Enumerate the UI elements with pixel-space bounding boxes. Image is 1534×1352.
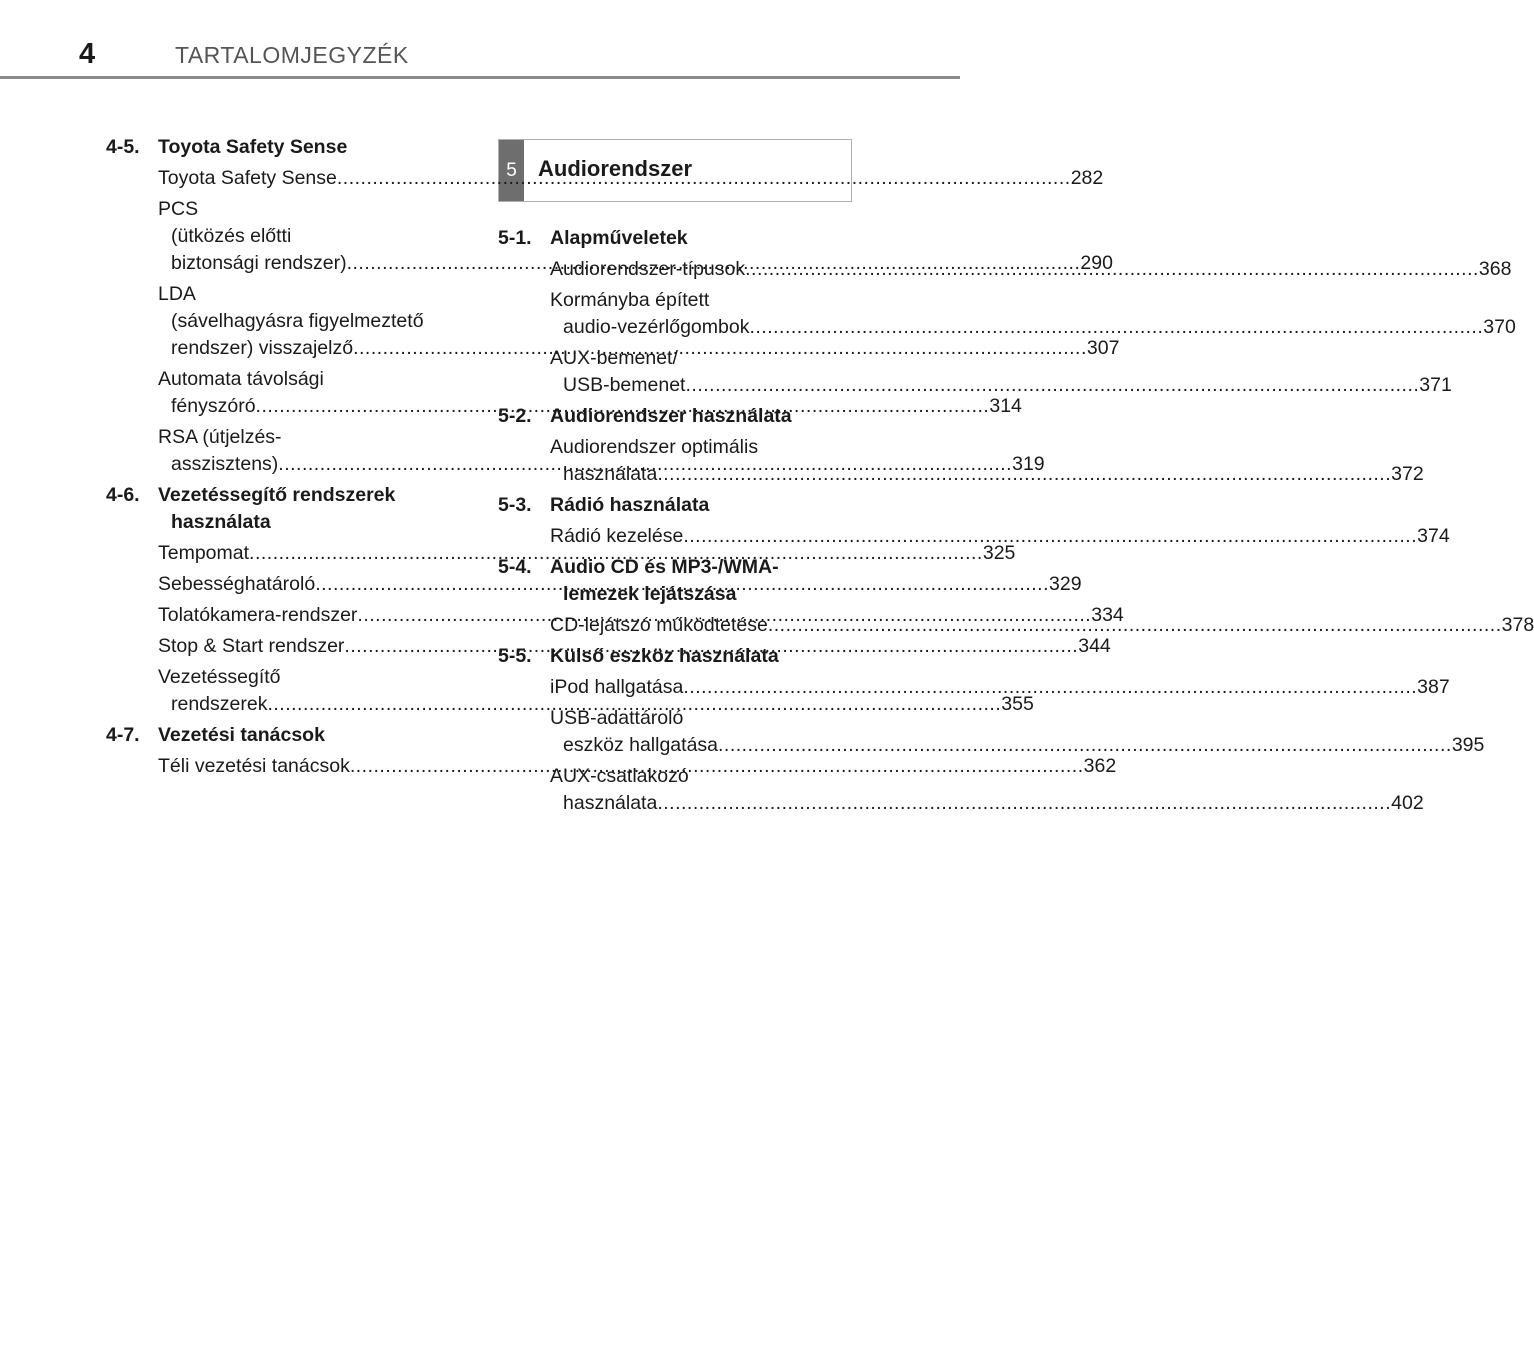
- leader-dots: [768, 614, 1502, 636]
- toc-entry-label: Tolatókamera-rendszer: [158, 604, 358, 626]
- leader-dots: [657, 463, 1391, 485]
- section-title: Vezetési tanácsok: [158, 724, 325, 746]
- leader-dots: [337, 167, 1071, 189]
- section-title: Audio CD és MP3-/WMA-: [550, 556, 779, 578]
- page-header: [0, 0, 960, 80]
- toc-entry-label: Tempomat: [158, 542, 250, 564]
- toc-page-number: 355: [1001, 693, 1034, 715]
- section-title: Alapműveletek: [550, 227, 688, 249]
- section-number: 5-2.: [498, 405, 532, 427]
- page-title: TARTALOMJEGYZÉK: [175, 42, 409, 68]
- section-number: 5-4.: [498, 556, 532, 578]
- toc-entry-label: Automata távolsági: [158, 368, 324, 390]
- toc-entry-label: Vezetéssegítő: [158, 666, 281, 688]
- section-number: 5-5.: [498, 645, 532, 667]
- toc-entry-label: CD-lejátszó működtetése: [550, 614, 768, 636]
- toc-page-number: 314: [989, 395, 1022, 417]
- toc-page-number: 319: [1012, 453, 1045, 475]
- leader-dots: [745, 258, 1479, 280]
- toc-entry-label: LDA: [158, 283, 196, 305]
- toc-entry-label: használata: [563, 792, 658, 814]
- toc-page-number: 329: [1049, 573, 1082, 595]
- toc-entry-label: Téli vezetési tanácsok: [158, 755, 350, 777]
- toc-entry-label: rendszer) visszajelző: [171, 337, 354, 359]
- toc-page-number: 282: [1070, 167, 1104, 189]
- page-number: 4: [79, 38, 96, 70]
- toc-entry-label: (ütközés előtti: [171, 225, 292, 247]
- section-title: Toyota Safety Sense: [158, 136, 348, 158]
- toc-entry-label: Audiorendszer optimális: [550, 436, 759, 458]
- section-title: használata: [171, 511, 271, 533]
- toc-entry-label: Stop & Start rendszer: [158, 635, 345, 657]
- section-number: 4-7.: [106, 724, 140, 746]
- section-title: Rádió használata: [550, 494, 710, 516]
- toc-entry-label: AUX-bemenet/: [550, 347, 678, 369]
- toc-page-number: 290: [1080, 252, 1113, 274]
- chapter-title[interactable]: Audiorendszer: [538, 156, 693, 181]
- toc-page-number: 307: [1086, 337, 1120, 359]
- toc-page-number: 402: [1391, 792, 1424, 814]
- toc-entry-label: audio-vezérlőgombok: [563, 316, 750, 338]
- toc-page-number: 362: [1083, 755, 1117, 777]
- toc-entry-label: iPod hallgatása: [550, 676, 684, 698]
- toc-entry-label: Audiorendszer-típusok: [550, 258, 746, 280]
- toc-entry-label: USB-adattároló: [550, 707, 684, 729]
- toc-entry-label: USB-bemenet: [563, 374, 686, 396]
- toc-page-number: 325: [982, 542, 1016, 564]
- toc-entry-label: eszköz hallgatása: [563, 734, 719, 756]
- toc-page-number: 374: [1417, 525, 1450, 547]
- toc-entry[interactable]: [550, 287, 1516, 341]
- toc-entry-label: Rádió kezelése: [550, 525, 684, 547]
- leader-dots: [683, 676, 1417, 698]
- section-title: lemezek lejátszása: [563, 583, 737, 605]
- leader-dots: [683, 525, 1417, 547]
- toc-entry[interactable]: [550, 705, 1485, 759]
- toc-page-number: 344: [1078, 635, 1111, 657]
- toc-page-number: 334: [1091, 604, 1124, 626]
- toc-entry-label: RSA (útjelzés-: [158, 426, 282, 448]
- leader-dots: [718, 734, 1452, 756]
- toc-entry-label: AUX-csatlakozó: [550, 765, 689, 787]
- toc-page-number: 378: [1501, 614, 1534, 636]
- toc-entry-label: asszisztens): [171, 453, 279, 475]
- section-title: Audiorendszer használata: [550, 405, 792, 427]
- toc-page-number: 370: [1483, 316, 1516, 338]
- toc-page-number: 395: [1451, 734, 1485, 756]
- chapter-number-tab: 5: [499, 140, 524, 201]
- section-title: Vezetéssegítő rendszerek: [158, 484, 396, 506]
- leader-dots: [657, 792, 1391, 814]
- toc-page-number: 387: [1417, 676, 1450, 698]
- section-number: 5-1.: [498, 227, 532, 249]
- toc-entry-label: PCS: [158, 198, 199, 220]
- leader-dots: [749, 316, 1483, 338]
- toc-entry-label: rendszerek: [171, 693, 268, 715]
- section-number: 4-6.: [106, 484, 140, 506]
- leader-dots: [685, 374, 1419, 396]
- toc-entry[interactable]: [550, 523, 1450, 550]
- toc-entry-label: használata: [563, 463, 658, 485]
- toc-entry-label: fényszóró: [171, 395, 256, 417]
- toc-entry-label: (sávelhagyásra figyelmeztető: [171, 310, 424, 332]
- section-title: Külső eszköz használata: [550, 645, 779, 667]
- header-divider: [0, 76, 960, 79]
- toc-page-number: 372: [1391, 463, 1424, 485]
- section-number: 4-5.: [106, 136, 140, 158]
- toc-entry-label: Toyota Safety Sense: [158, 167, 337, 189]
- toc-entry-label: Kormányba épített: [550, 289, 710, 311]
- toc-page-number: 368: [1478, 258, 1512, 280]
- toc-entry[interactable]: [550, 674, 1450, 701]
- toc-page-number: 371: [1419, 374, 1452, 396]
- toc-entry-label: Sebességhatároló: [158, 573, 316, 595]
- toc-entry-label: biztonsági rendszer): [171, 252, 347, 274]
- section-number: 5-3.: [498, 494, 532, 516]
